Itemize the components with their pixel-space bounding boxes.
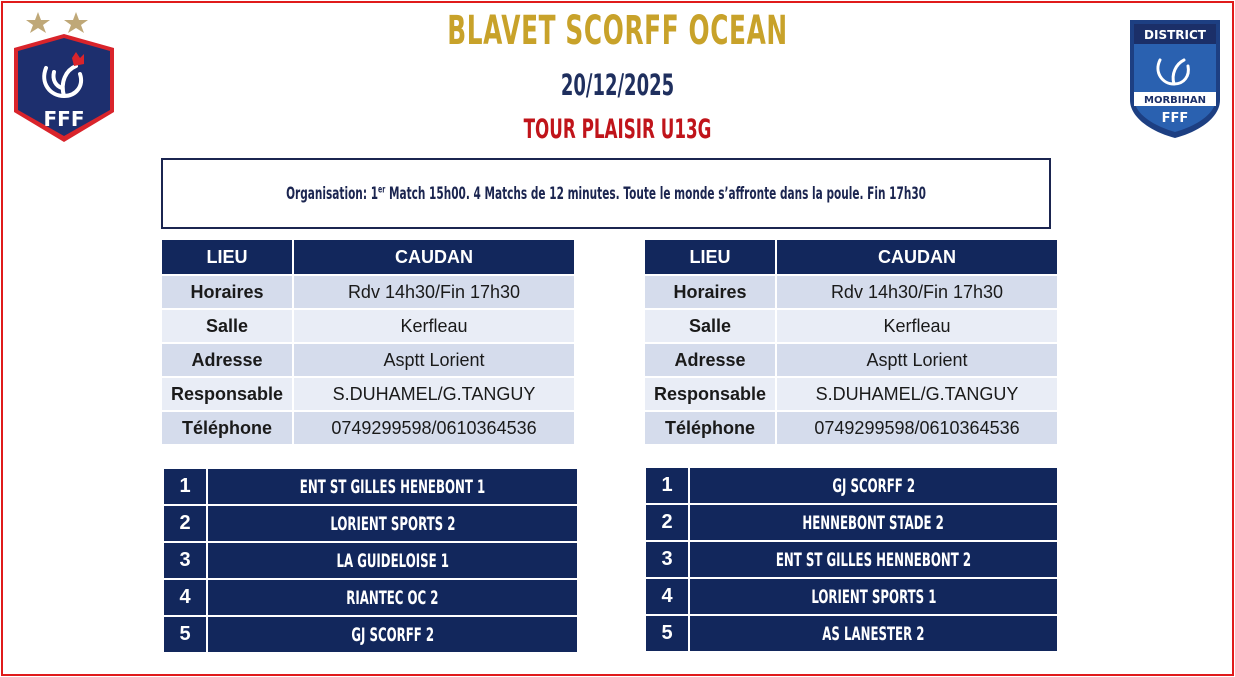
team-number: 1 <box>163 468 207 505</box>
team-number: 4 <box>163 579 207 616</box>
info-row-horaires: Horaires Rdv 14h30/Fin 17h30 <box>644 275 1058 309</box>
info-row-responsable: Responsable S.DUHAMEL/G.TANGUY <box>644 377 1058 411</box>
info-row-salle: Salle Kerfleau <box>161 309 575 343</box>
lieu-value: CAUDAN <box>776 239 1058 275</box>
team-number: 5 <box>645 615 689 652</box>
team-number: 3 <box>163 542 207 579</box>
info-row-responsable: Responsable S.DUHAMEL/G.TANGUY <box>161 377 575 411</box>
district-logo-top-text: DISTRICT <box>1144 28 1206 42</box>
team-number: 2 <box>645 504 689 541</box>
team-row <box>163 505 578 542</box>
team-row <box>163 468 578 505</box>
organisation-text: Organisation: 1er Match 15h00. 4 Matchs de 12 minutes. Toute le monde s’affronte dans la poule. Fin 17h30 <box>286 183 926 204</box>
info-row-telephone: Téléphone 0749299598/0610364536 <box>161 411 575 445</box>
team-row <box>163 579 578 616</box>
team-name: RIANTEC OC 2 <box>346 586 439 609</box>
info-row-telephone: Téléphone 0749299598/0610364536 <box>644 411 1058 445</box>
team-number: 4 <box>645 578 689 615</box>
info-header-row <box>644 239 1058 275</box>
team-name: ENT ST GILLES HENNEBONT 2 <box>775 548 972 571</box>
team-number: 3 <box>645 541 689 578</box>
team-row <box>163 616 578 653</box>
team-name: LORIENT SPORTS 1 <box>810 585 937 608</box>
team-name: LA GUIDELOISE 1 <box>336 549 449 572</box>
info-table-left <box>160 238 576 446</box>
fff-logo-text: FFF <box>43 107 85 131</box>
team-row <box>645 578 1058 615</box>
team-name: GJ SCORFF 2 <box>832 474 915 497</box>
event-subtitle: TOUR PLAISIR U13G <box>523 114 712 145</box>
team-number: 2 <box>163 505 207 542</box>
info-row-horaires: Horaires Rdv 14h30/Fin 17h30 <box>161 275 575 309</box>
team-name: ENT ST GILLES HENEBONT 1 <box>299 475 486 498</box>
page-title: BLAVET SCORFF OCEAN <box>447 8 788 54</box>
teams-table-right <box>644 466 1059 653</box>
team-name: LORIENT SPORTS 2 <box>329 512 456 535</box>
info-row-adresse: Adresse Asptt Lorient <box>644 343 1058 377</box>
event-date: 20/12/2025 <box>560 68 675 102</box>
organisation-box <box>161 158 1051 229</box>
lieu-value: CAUDAN <box>293 239 575 275</box>
info-header-row <box>161 239 575 275</box>
team-name: AS LANESTER 2 <box>822 622 925 645</box>
info-row-adresse: Adresse Asptt Lorient <box>161 343 575 377</box>
info-row-salle: Salle Kerfleau <box>644 309 1058 343</box>
lieu-label: LIEU <box>644 239 776 275</box>
team-number: 1 <box>645 467 689 504</box>
district-logo-mid-text: MORBIHAN <box>1144 95 1206 106</box>
teams-table-left <box>162 467 579 654</box>
team-row <box>163 542 578 579</box>
team-row <box>645 541 1058 578</box>
fff-rooster-logo <box>10 8 118 148</box>
district-morbihan-logo <box>1126 14 1224 140</box>
team-name: GJ SCORFF 2 <box>351 623 434 646</box>
team-name: HENNEBONT STADE 2 <box>802 511 945 534</box>
info-table-right <box>643 238 1059 446</box>
team-row <box>645 467 1058 504</box>
team-row <box>645 615 1058 652</box>
lieu-label: LIEU <box>161 239 293 275</box>
team-row <box>645 504 1058 541</box>
district-logo-bottom-text: FFF <box>1161 111 1189 126</box>
team-number: 5 <box>163 616 207 653</box>
